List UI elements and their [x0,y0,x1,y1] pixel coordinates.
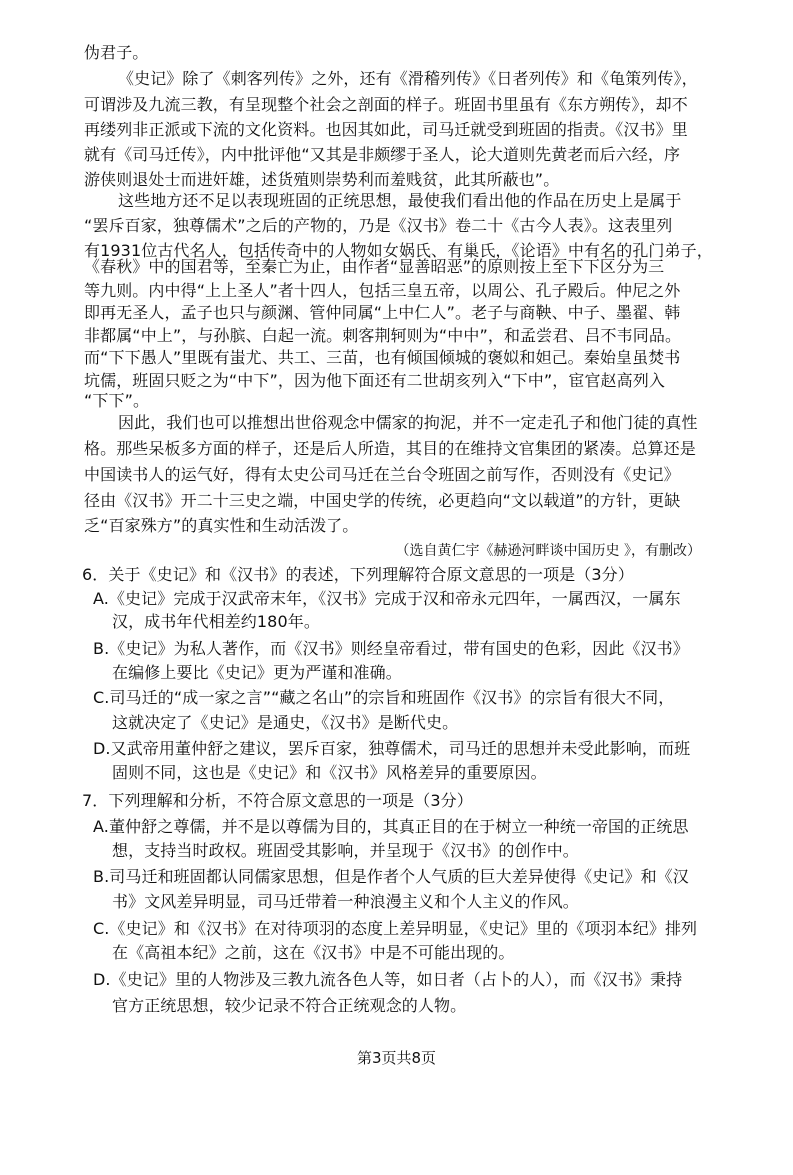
passage-line: 中国读书人的运气好，得有太史公司马迁在兰台令班固之前写作，否则没有《史记》 [84,465,680,484]
question-stem: 6．关于《史记》和《汉书》的表述，下列理解符合原文意思的一项是（3分） [82,565,634,584]
option-a-line-2: 想，支持当时政权。班固受其影响，并呈现于《汉书》的创作中。 [112,841,579,860]
option-b-line-1: B.《史记》为私人著作，而《汉书》则经皇帝看过，带有国史的色彩，因此《汉书》 [93,639,689,658]
option-c-line-2: 在《高祖本纪》之前，这在《汉书》中是不可能出现的。 [112,943,515,962]
option-a-line-2: 汉，成书年代相差约180年。 [112,612,320,631]
option-b-line-2: 在编修上要比《史记》更为严谨和准确。 [112,663,402,682]
option-c-line-2: 这就决定了《史记》是通史，《汉书》是断代史。 [112,713,459,732]
option-b-line-1: B.司马迁和班固都认同儒家思想，但是作者个人气质的巨大差异使得《史记》和《汉 [93,867,689,886]
passage-line: 因此，我们也可以推想出世俗观念中儒家的拘泥，并不一定走孔子和他门徒的真性 [118,413,698,432]
passage-line: 坑儒，班固只贬之为“中下”，因为他下面还有二世胡亥列入“下中”，宦官赵高列入 [84,371,665,390]
option-d-line-2: 固则不同，这也是《史记》和《汉书》风格差异的重要原因。 [112,763,547,782]
passage-line: 乏“百家殊方”的真实性和生动活泼了。 [84,516,359,535]
passage-line: “罢斥百家，独尊儒术”之后的产物的，乃是《汉书》卷二十《古今人表》。这表里列 [84,216,673,235]
passage-line: 《史记》除了《刺客列传》之外，还有《滑稽列传》《日者列传》和《龟策列传》， [118,69,698,88]
passage-line: 非都属“中上”，与孙膑、白起一流。刺客荆轲则为“中中”，和孟尝君、吕不韦同品。 [84,326,682,345]
option-c-line-1: C.《史记》和《汉书》在对待项羽的态度上差异明显，《史记》里的《项羽本纪》排列 [93,919,698,938]
passage-line: 而“下下愚人”里既有蚩尤、共工、三苗，也有倾国倾城的褒姒和妲己。秦始皇虽焚书 [84,348,681,367]
option-c-line-1: C.司马迁的“成一家之言”“藏之名山”的宗旨和班固作《汉书》的宗旨有很大不同， [93,688,675,707]
option-a-line-1: A.《史记》完成于汉武帝末年，《汉书》完成于汉和帝永元四年，一属西汉，一属东 [93,589,681,608]
passage-line: “下下”。 [84,391,150,410]
option-d-line-2: 官方正统思想，较少记录不符合正统观念的人物。 [112,996,467,1015]
passage-line: 可谓涉及九流三教，有呈现整个社会之剖面的样子。班固书里虽有《东方朔传》，却不 [84,95,688,114]
passage-line: 《春秋》中的国君等，至秦亡为止，由作者“显善昭恶”的原则按上至下下区分为三 [84,257,665,276]
passage-source: （选自黄仁宇《赫逊河畔谈中国历史 》，有删改） [395,543,701,559]
passage-line: 伪君子。 [84,43,149,62]
option-d-line-1: D.又武帝用董仲舒之建议，罢斥百家，独尊儒术，司马迁的思想并未受此影响，而班 [93,739,691,758]
page-footer: 第3页共8页 [356,1049,437,1067]
passage-line: 径由《汉书》开二十三史之端，中国史学的传统，必更趋向“文以载道”的方针，更缺 [84,491,681,510]
passage-line: 即再无圣人，孟子也只与颜渊、管仲同属“上中仁人”。老子与商鞅、中子、墨翟、韩 [84,303,681,322]
option-d-line-1: D.《史记》里的人物涉及三教九流各色人等，如日者（占卜的人），而《汉书》秉持 [93,970,683,989]
passage-line: 游侠则退处士而进奸雄，述货殖则崇势利而羞贱贫，此其所蔽也”。 [84,170,560,189]
option-a-line-1: A.董仲舒之尊儒，并不是以尊儒为目的，其真正目的在于树立一种统一帝国的正统思 [93,817,689,836]
passage-line: 这些地方还不足以表现班固的正统思想，最使我们看出他的作品在历史上是属于 [118,191,682,210]
passage-line: 等九则。内中得“上上圣人”者十四人，包括三皇五帝，以周公、孔子殿后。仲尼之外 [84,281,681,300]
passage-line: 格。那些呆板多方面的样子，还是后人所造，其目的在维持文官集团的紧凑。总算还是 [84,439,696,458]
passage-line: 再缕列非正派或下流的文化资料。也因其如此，司马迁就受到班固的指责。《汉书》里 [84,120,688,139]
passage-line: 就有《司马迁传》，内中批评他“又其是非颇缪于圣人，论大道则先黄老而后六经，序 [84,145,681,164]
passage-line: 有1931位古代名人，包括传奇中的人物如女娲氏、有巢氏，《论语》中有名的孔门弟子， [84,241,713,260]
option-b-line-2: 书》文风差异明显，司马迁带着一种浪漫主义和个人主义的作风。 [112,892,579,911]
question-stem: 7．下列理解和分析，不符合原文意思的一项是（3分） [82,791,473,810]
